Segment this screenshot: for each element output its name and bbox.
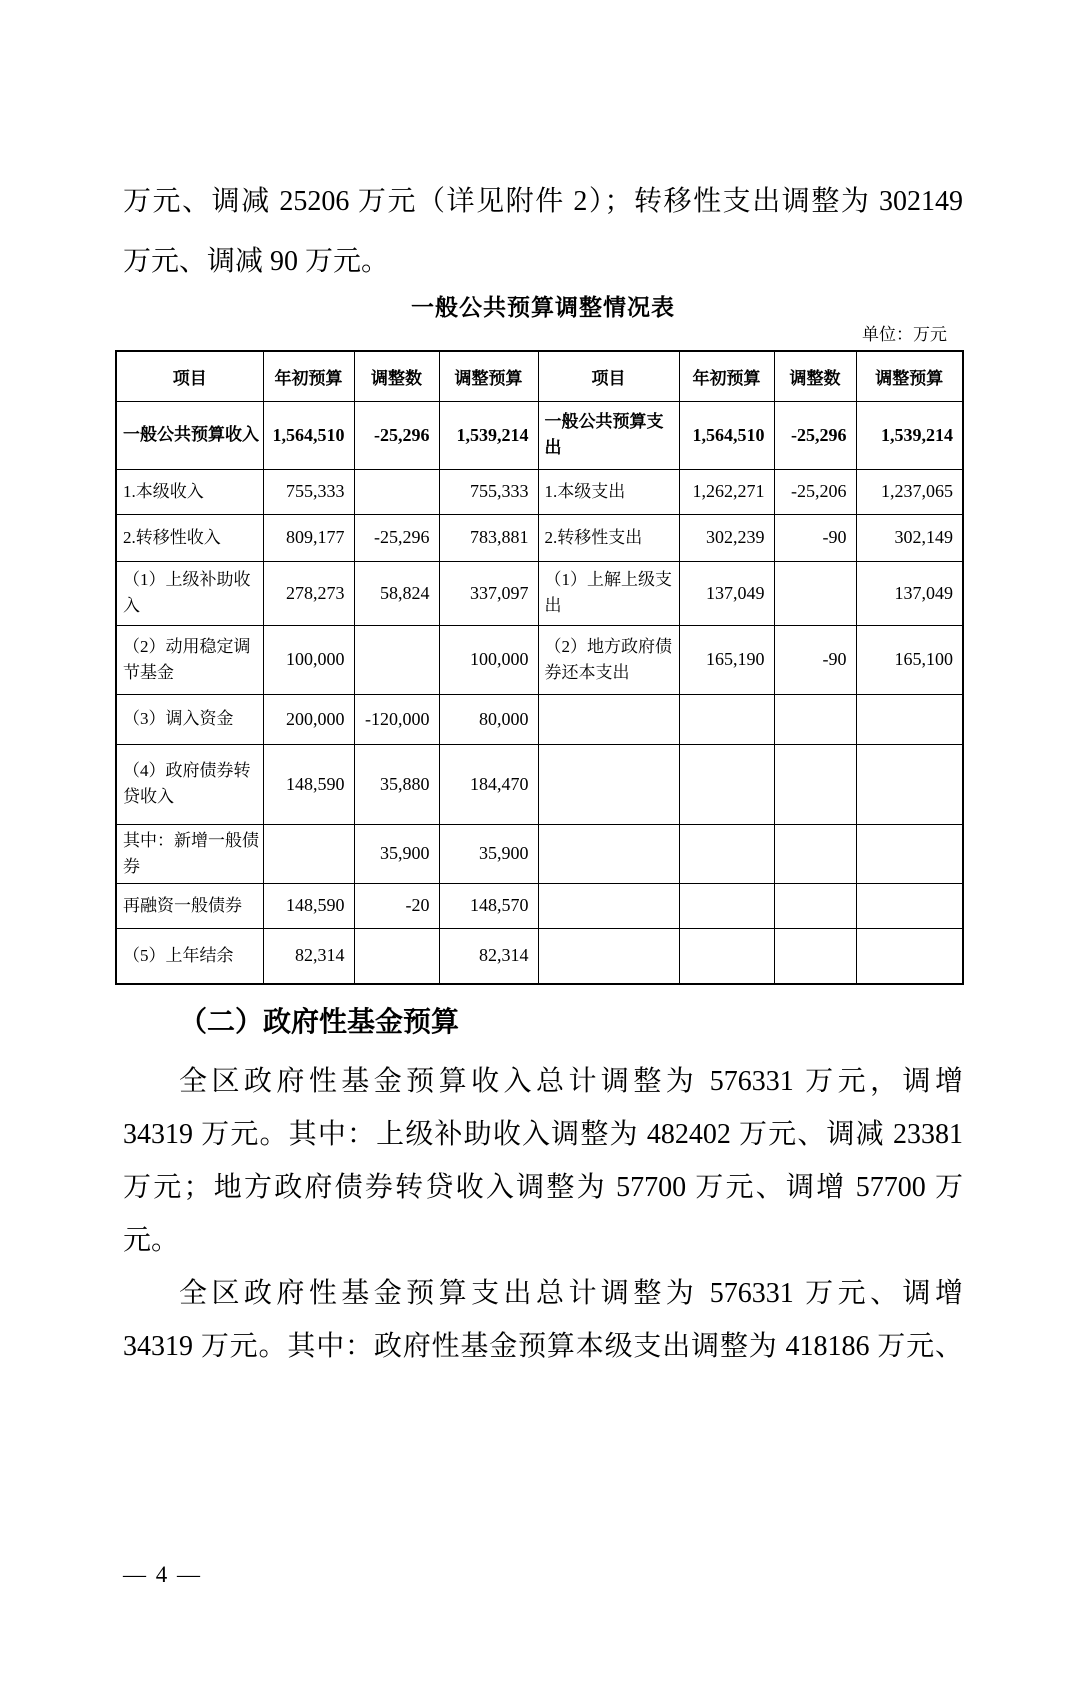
column-header: 项目 xyxy=(538,351,679,401)
amount-cell xyxy=(856,694,963,744)
amount-cell: 100,000 xyxy=(439,625,538,694)
amount-cell: 783,881 xyxy=(439,514,538,561)
paragraph-line: 元。 xyxy=(123,1225,180,1256)
amount-cell xyxy=(856,928,963,984)
table-row xyxy=(116,469,963,514)
item-label-cell: 一般公共预算收入 xyxy=(116,401,263,469)
amount-cell: 35,900 xyxy=(439,824,538,883)
item-label-cell: （5）上年结余 xyxy=(116,928,263,984)
lower-content xyxy=(123,1003,963,1373)
item-label-cell xyxy=(538,744,679,824)
amount-cell: -25,296 xyxy=(774,401,856,469)
budget-adjustment-table xyxy=(115,350,964,985)
intro-line: 万元、调减 25206 万元（详见附件 2）；转移性支出调整为 302149 xyxy=(123,186,963,217)
table-row xyxy=(116,824,963,883)
amount-cell: 1,539,214 xyxy=(856,401,963,469)
amount-cell: -20 xyxy=(354,883,439,928)
amount-cell xyxy=(774,694,856,744)
table-row xyxy=(116,744,963,824)
amount-cell: 302,239 xyxy=(679,514,774,561)
paragraph-line: 34319 万元。其中：政府性基金预算本级支出调整为 418186 万元、 xyxy=(123,1331,963,1362)
amount-cell: -25,206 xyxy=(774,469,856,514)
item-label-cell: 2.转移性收入 xyxy=(116,514,263,561)
item-label-cell: 再融资一般债券 xyxy=(116,883,263,928)
amount-cell: 200,000 xyxy=(263,694,354,744)
amount-cell: 82,314 xyxy=(263,928,354,984)
paragraph-line: 全区政府性基金预算收入总计调整为 576331 万元，调增 xyxy=(179,1066,963,1097)
amount-cell: 337,097 xyxy=(439,561,538,625)
table-title: 一般公共预算调整情况表 xyxy=(411,294,675,320)
item-label-cell: 1.本级收入 xyxy=(116,469,263,514)
amount-cell xyxy=(679,694,774,744)
amount-cell: 148,590 xyxy=(263,883,354,928)
amount-cell: 137,049 xyxy=(856,561,963,625)
column-header: 调整预算 xyxy=(856,351,963,401)
amount-cell: 184,470 xyxy=(439,744,538,824)
document-page xyxy=(0,172,1074,1692)
table-row xyxy=(116,401,963,469)
amount-cell xyxy=(856,824,963,883)
item-label-cell xyxy=(538,694,679,744)
page-number: — 4 — xyxy=(123,1562,202,1587)
amount-cell: 1,237,065 xyxy=(856,469,963,514)
paragraph-line: 34319 万元。其中：上级补助收入调整为 482402 万元、调减 23381 xyxy=(123,1119,963,1150)
amount-cell xyxy=(774,824,856,883)
item-label-cell xyxy=(538,928,679,984)
amount-cell: 278,273 xyxy=(263,561,354,625)
paragraph-line: 全区政府性基金预算支出总计调整为 576331 万元、调增 xyxy=(179,1278,963,1309)
amount-cell xyxy=(774,928,856,984)
amount-cell xyxy=(263,824,354,883)
paragraph-line: 万元；地方政府债券转贷收入调整为 57700 万元、调增 57700 万 xyxy=(123,1172,963,1203)
item-label-cell xyxy=(538,883,679,928)
amount-cell xyxy=(679,824,774,883)
amount-cell xyxy=(679,928,774,984)
table-row xyxy=(116,928,963,984)
amount-cell: 302,149 xyxy=(856,514,963,561)
amount-cell: 148,590 xyxy=(263,744,354,824)
item-label-cell: 1.本级支出 xyxy=(538,469,679,514)
amount-cell: -25,296 xyxy=(354,514,439,561)
amount-cell xyxy=(774,744,856,824)
amount-cell: 1,564,510 xyxy=(679,401,774,469)
table-row xyxy=(116,694,963,744)
table-row xyxy=(116,883,963,928)
page-content xyxy=(123,172,963,322)
section-heading: （二）政府性基金预算 xyxy=(179,1007,460,1038)
item-label-cell: 一般公共预算支出 xyxy=(538,401,679,469)
intro-paragraph xyxy=(123,172,963,292)
item-label-cell xyxy=(538,824,679,883)
column-header: 年初预算 xyxy=(263,351,354,401)
amount-cell: 1,262,271 xyxy=(679,469,774,514)
amount-cell: 137,049 xyxy=(679,561,774,625)
amount-cell xyxy=(354,928,439,984)
amount-cell: 165,100 xyxy=(856,625,963,694)
amount-cell: 148,570 xyxy=(439,883,538,928)
item-label-cell: （4）政府债券转贷收入 xyxy=(116,744,263,824)
unit-label: 单位：万元 xyxy=(862,325,947,344)
column-header: 调整数 xyxy=(354,351,439,401)
amount-cell: 165,190 xyxy=(679,625,774,694)
item-label-cell: （1）上级补助收入 xyxy=(116,561,263,625)
amount-cell xyxy=(354,469,439,514)
amount-cell: -25,296 xyxy=(354,401,439,469)
item-label-cell: （2）动用稳定调节基金 xyxy=(116,625,263,694)
amount-cell: 755,333 xyxy=(263,469,354,514)
amount-cell: 35,880 xyxy=(354,744,439,824)
amount-cell xyxy=(679,744,774,824)
item-label-cell: 2.转移性支出 xyxy=(538,514,679,561)
amount-cell: 1,539,214 xyxy=(439,401,538,469)
amount-cell: 755,333 xyxy=(439,469,538,514)
amount-cell xyxy=(774,883,856,928)
intro-line: 万元、调减 90 万元。 xyxy=(123,246,390,277)
amount-cell: 82,314 xyxy=(439,928,538,984)
table-header-row xyxy=(116,351,963,401)
amount-cell: -90 xyxy=(774,514,856,561)
amount-cell xyxy=(679,883,774,928)
amount-cell: -120,000 xyxy=(354,694,439,744)
amount-cell: 35,900 xyxy=(354,824,439,883)
amount-cell: 80,000 xyxy=(439,694,538,744)
amount-cell: 1,564,510 xyxy=(263,401,354,469)
item-label-cell: （1）上解上级支出 xyxy=(538,561,679,625)
amount-cell: 58,824 xyxy=(354,561,439,625)
table-body xyxy=(116,401,963,984)
column-header: 调整数 xyxy=(774,351,856,401)
item-label-cell: 其中：新增一般债券 xyxy=(116,824,263,883)
amount-cell xyxy=(856,744,963,824)
table-row xyxy=(116,625,963,694)
table-row xyxy=(116,514,963,561)
item-label-cell: （2）地方政府债券还本支出 xyxy=(538,625,679,694)
amount-cell: 100,000 xyxy=(263,625,354,694)
item-label-cell: （3）调入资金 xyxy=(116,694,263,744)
amount-cell xyxy=(774,561,856,625)
amount-cell xyxy=(354,625,439,694)
column-header: 调整预算 xyxy=(439,351,538,401)
amount-cell xyxy=(856,883,963,928)
fund-budget-expenditure-paragraph xyxy=(123,1267,963,1373)
fund-budget-revenue-paragraph xyxy=(123,1055,963,1267)
amount-cell: 809,177 xyxy=(263,514,354,561)
table-row xyxy=(116,561,963,625)
column-header: 项目 xyxy=(116,351,263,401)
amount-cell: -90 xyxy=(774,625,856,694)
column-header: 年初预算 xyxy=(679,351,774,401)
